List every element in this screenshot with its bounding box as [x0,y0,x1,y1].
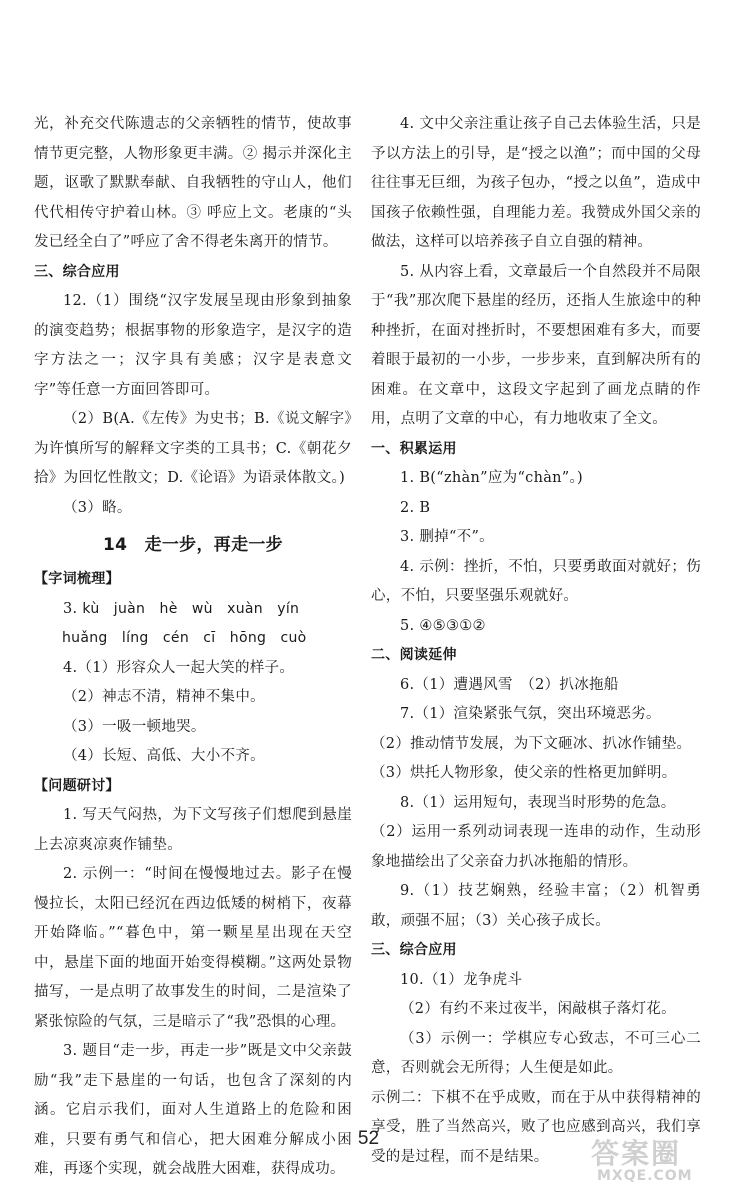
right-column [371,110,701,1172]
lesson-title: 14 走一步，再走一步 [103,535,283,555]
accumulation-1: 1. B(“zhàn”应为“chàn”。) [400,470,584,486]
reading-7-1: 7.（1）渲染紧张气氛，突出环境恶劣。 [400,706,661,722]
watermark-main-text: 答案圈 [591,1137,682,1170]
section-heading-accumulation: 一、积累运用 [371,440,457,457]
section-heading-comprehensive: 三、综合应用 [34,263,120,280]
paragraph-continuation: 光，补充交代陈遗志的父亲牺牲的情节，使故事情节更完整，人物形象更丰满。② 揭示并深化主题，讴歌了默默奉献、自我牺牲的守山人，他们代代相传守护着山林。③ 呼应上文。老康的“头发已经全白了”呼应了舍不得老朱离开的情节。 [34,116,352,250]
section-heading-comprehensive-2: 三、综合应用 [371,942,457,958]
problem-discussion-heading: 【问题研讨】 [34,777,120,794]
discussion-1: 1. 写天气闷热，为下文写孩子们想爬到悬崖上去凉爽凉爽作铺垫。 [34,807,352,853]
answer-4-4: （4）长短、高低、大小不齐。 [63,748,265,764]
discussion-2: 2. 示例一：“时间在慢慢地过去。影子在慢慢拉长，太阳已经沉在西边低矮的树梢下，夜幕开始降临。”“暮色中，第一颗星星出现在天空中，悬崖下面的地面开始变得模糊。”这两处景物描写，一是点明了故事发生的时间，二是渲染了紧张惊险的气氛，三是暗示了“我”恐惧的心理。 [34,866,352,1030]
answer-4-2: （2）神志不清，精神不集中。 [63,689,265,705]
answer-12-2: （2）B(A.《左传》为史书；B.《说文解字》为许慎所写的解释文字类的工具书；C.《朝花夕拾》为回忆性散文；D.《论语》为语录体散文。) [34,411,352,486]
reading-6: 6.（1）遭遇风雪 （2）扒冰拖船 [400,676,619,693]
word-sort-heading: 【字词梳理】 [34,571,120,587]
comprehensive-10-2: （2）有约不来过夜半，闲敲棋子落灯花。 [400,1001,676,1017]
pinyin-row-1: kù juàn hè wù xuàn yín [82,600,300,617]
discussion-5: 5. 从内容上看，文章最后一个自然段并不局限于“我”那次爬下悬崖的经历，还指人生旅途中的种种挫折，在面对挫折时，不要想困难有多大，而要着眼于最初的一小步，一步步来，直到解决所有的困难。在文章中，这段文字起到了画龙点睛的作用，点明了文章的中心，有力地收束了全文。 [371,263,701,427]
discussion-3: 3. 题目“走一步，再走一步”既是文中父亲鼓励“我”走下悬崖的一句话，也包含了深刻的内涵。它启示我们，面对人生道路上的危险和困难，只要有勇气和信心，把大困难分解成小困难，再逐个实现，就会战胜大困难，获得成功。 [34,1043,352,1177]
comprehensive-10-4: 示例二：下棋不在乎成败，而在于从中获得精神的享受，胜了当然高兴，败了也应感到高兴，我们享受的是过程，而不是结果。 [371,1089,701,1165]
pinyin-row-2: huǎng líng cén cī hōng cuò [62,630,307,646]
accumulation-2: 2. B [400,499,431,516]
discussion-4: 4. 文中父亲注重让孩子自己去体验生活，只是予以方法上的引导，是“授之以渔”；而中国的父母往往事无巨细，为孩子包办，“授之以鱼”，造成中国孩子依赖性强，自理能力差。我赞成外国父亲的做法，这样可以培养孩子自立自强的精神。 [371,116,701,250]
answer-4-1: 4.（1）形容众人一起大笑的样子。 [63,659,295,676]
comprehensive-10-1: 10.（1）龙争虎斗 [400,971,523,988]
reading-8-1: 8.（1）运用短句，表现当时形势的危急。 [400,794,676,811]
reading-8-2: （2）运用一系列动词表现一连串的动作，生动形象地描绘出了父亲奋力扒冰拖船的情形。 [371,824,701,870]
accumulation-5: 5. ④⑤③①② [400,617,486,634]
answer-12-3: （3）略。 [63,499,132,516]
left-column [34,110,352,1185]
accumulation-4: 4. 示例：挫折，不怕，只要勇敢面对就好；伤心，不怕，只要坚强乐观就好。 [371,558,701,604]
reading-7-3: （3）烘托人物形象，使父亲的性格更加鲜明。 [371,765,677,781]
section-heading-reading: 二、阅读延伸 [371,647,457,663]
answer-3-label: 3. [63,600,78,617]
page-number: 52 [357,1128,380,1149]
reading-7-2: （2）推动情节发展，为下文砸冰、扒冰作铺垫。 [371,735,692,752]
answer-3-pinyin [34,595,352,625]
accumulation-3: 3. 删掉“不”。 [400,529,494,545]
watermark-logo [587,1132,727,1192]
answer-4-3: （3）一吸一顿地哭。 [63,718,206,735]
comprehensive-10-3: （3）示例一：学棋应专心致志，不可三心二意，否则就会无所得；人生便是如此。 [371,1030,701,1076]
reading-9: 9.（1）技艺娴熟，经验丰富；（2）机智勇敢，顽强不屈；（3）关心孩子成长。 [371,883,701,929]
watermark-url-text: MXQE.COM [597,1168,693,1184]
answer-12-1: 12.（1）围绕“汉字发展呈现由形象到抽象的演变趋势；根据事物的形象造字，是汉字的造字方法之一；汉字具有美感；汉字是表意文字”等任意一方面回答即可。 [34,293,352,398]
